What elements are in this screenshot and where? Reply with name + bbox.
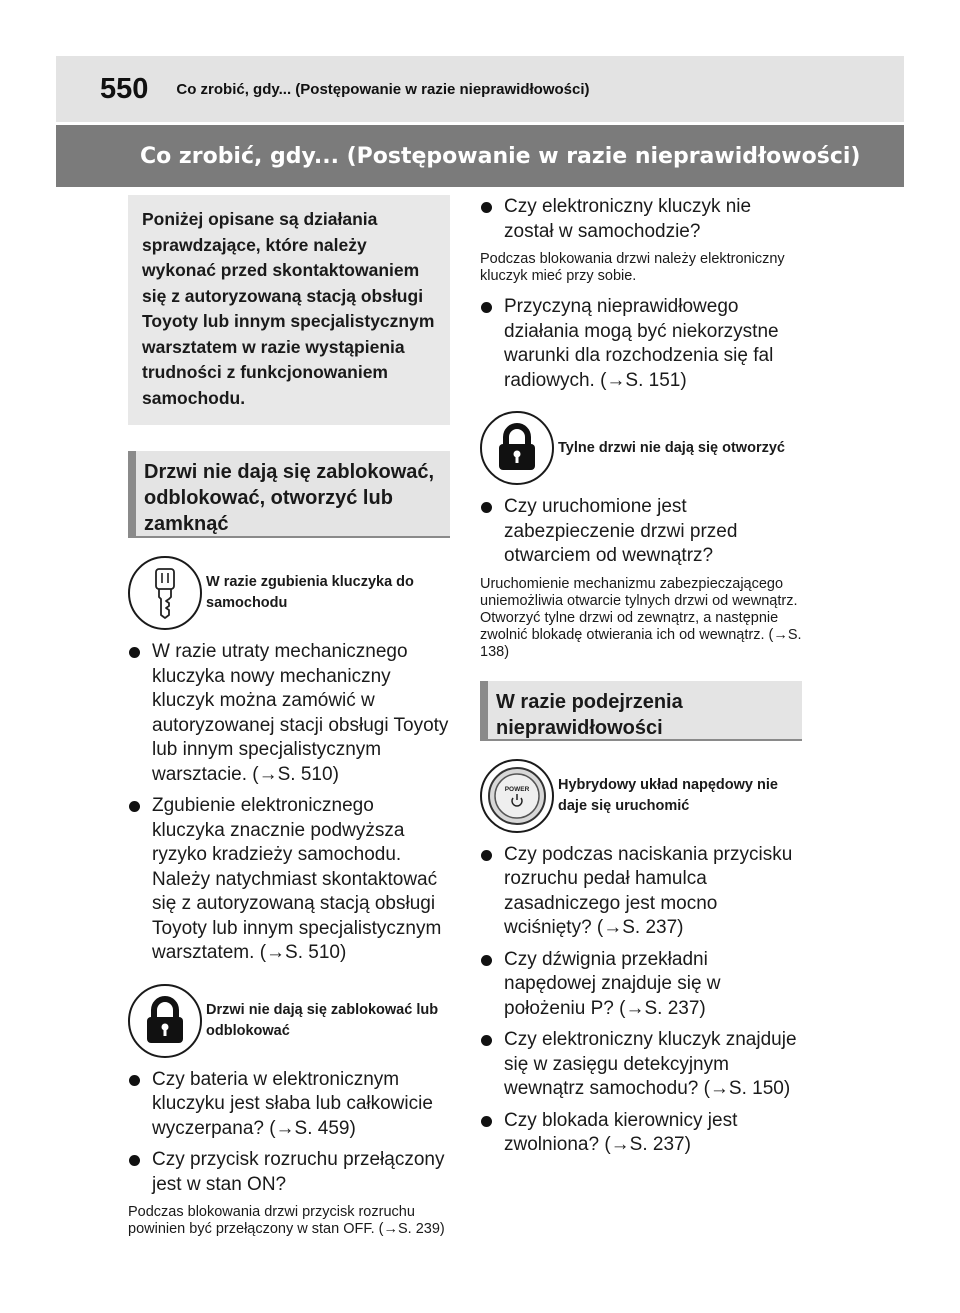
key-icon (128, 556, 202, 630)
banner-title: Co zrobić, gdy... (Postępowanie w razie nieprawidłowości) (140, 143, 861, 169)
topic-label: Drzwi nie dają się zablokować lub odblokować (206, 1001, 439, 1039)
section-banner (56, 125, 904, 187)
bullet-item: Czy bateria w elektronicznym kluczyku jest słaba lub całkowicie wyczerpana? (→S. 459) (128, 1068, 450, 1142)
topic-lock-unlock (128, 976, 450, 1066)
bullet-item: Zgubienie elektronicznego kluczyka znacznie podwyższa ryzyko kradzieży samochodu. Należy natychmiast skontaktować się z autoryzowaną stacją obsługi Toyoty lub innym specjalistycznym warsztatem. (→S. 510) (128, 794, 450, 966)
power-button-icon (480, 759, 554, 833)
note-text: Podczas blokowania drzwi należy elektroniczny kluczyk mieć przy sobie. (480, 251, 785, 284)
right-column (480, 195, 802, 1165)
page-header (56, 56, 904, 122)
topic-label: W razie zgubienia kluczyka do samochodu (206, 574, 414, 611)
note-text: Podczas blokowania drzwi przycisk rozruchu powinien być przełączony w stan OFF. (→S. 239) (128, 1204, 445, 1237)
bullet-item: W razie utraty mechanicznego kluczyka nowy mechaniczny kluczyk można zamówić w autoryzowanej stacji obsługi Toyoty lub innym specjalistycznym warsztacie. (→S. 510) (128, 640, 450, 787)
padlock-icon (128, 984, 202, 1058)
page-number: 550 (100, 72, 149, 105)
bullet-item: Czy podczas naciskania przycisku rozruchu pedał hamulca zasadniczego jest mocno wciśnięty? (→S. 237) (480, 843, 802, 941)
bullet-item: Czy elektroniczny kluczyk znajduje się w zasięgu detekcyjnym wewnątrz samochodu? (→S. 150) (480, 1028, 802, 1102)
topic-rear-door (480, 403, 802, 493)
left-column (128, 195, 450, 1248)
bullet-item: Czy uruchomione jest zabezpieczenie drzwi przed otwarciem od wewnątrz? (480, 495, 802, 569)
bullet-item: Przyczyną nieprawidłowego działania mogą być niekorzystne warunki dla rozchodzenia się fal radiowych. (→S. 151) (480, 295, 802, 393)
power-label: POWER (504, 785, 530, 793)
bullet-item: Czy blokada kierownicy jest zwolniona? (→S. 237) (480, 1109, 802, 1158)
intro-box: Poniżej opisane są działania sprawdzające, które należy wykonać przed skontaktowaniem się z autoryzowaną stacją obsługi Toyoty lub innym specjalistycznym warsztatem w razie wystąpienia trudności z funkcjonowaniem samochodu. (128, 195, 450, 425)
note-text: Uruchomienie mechanizmu zabezpieczającego uniemożliwia otwarcie tylnych drzwi od wewnątrz. Otworzyć tylne drzwi od zewnątrz, a następnie zwolnić blokadę otwierania ich od wewnątrz. (→S. 138) (480, 575, 802, 660)
bullet-item: Czy dźwignia przekładni napędowej znajduje się w położeniu P? (→S. 237) (480, 948, 802, 1022)
topic-label: Tylne drzwi nie dają się otworzyć (558, 439, 785, 456)
running-title: Co zrobić, gdy... (Postępowanie w razie nieprawidłowości) (176, 80, 590, 98)
padlock-icon (480, 411, 554, 485)
bullet-item: Czy elektroniczny kluczyk nie został w samochodzie? (480, 195, 802, 244)
topic-lost-key (128, 548, 450, 638)
bullet-item: Czy przycisk rozruchu przełączony jest w stan ON? (128, 1148, 450, 1197)
topic-label: Hybrydowy układ napędowy nie daje się uruchomić (558, 776, 778, 814)
topic-hybrid-start (480, 751, 802, 841)
subsection-heading-doors: Drzwi nie dają się zablokować, odblokować, otworzyć lub zamknąć (128, 451, 450, 538)
subsection-heading-malfunction: W razie podejrzenia nieprawidłowości (480, 681, 802, 741)
